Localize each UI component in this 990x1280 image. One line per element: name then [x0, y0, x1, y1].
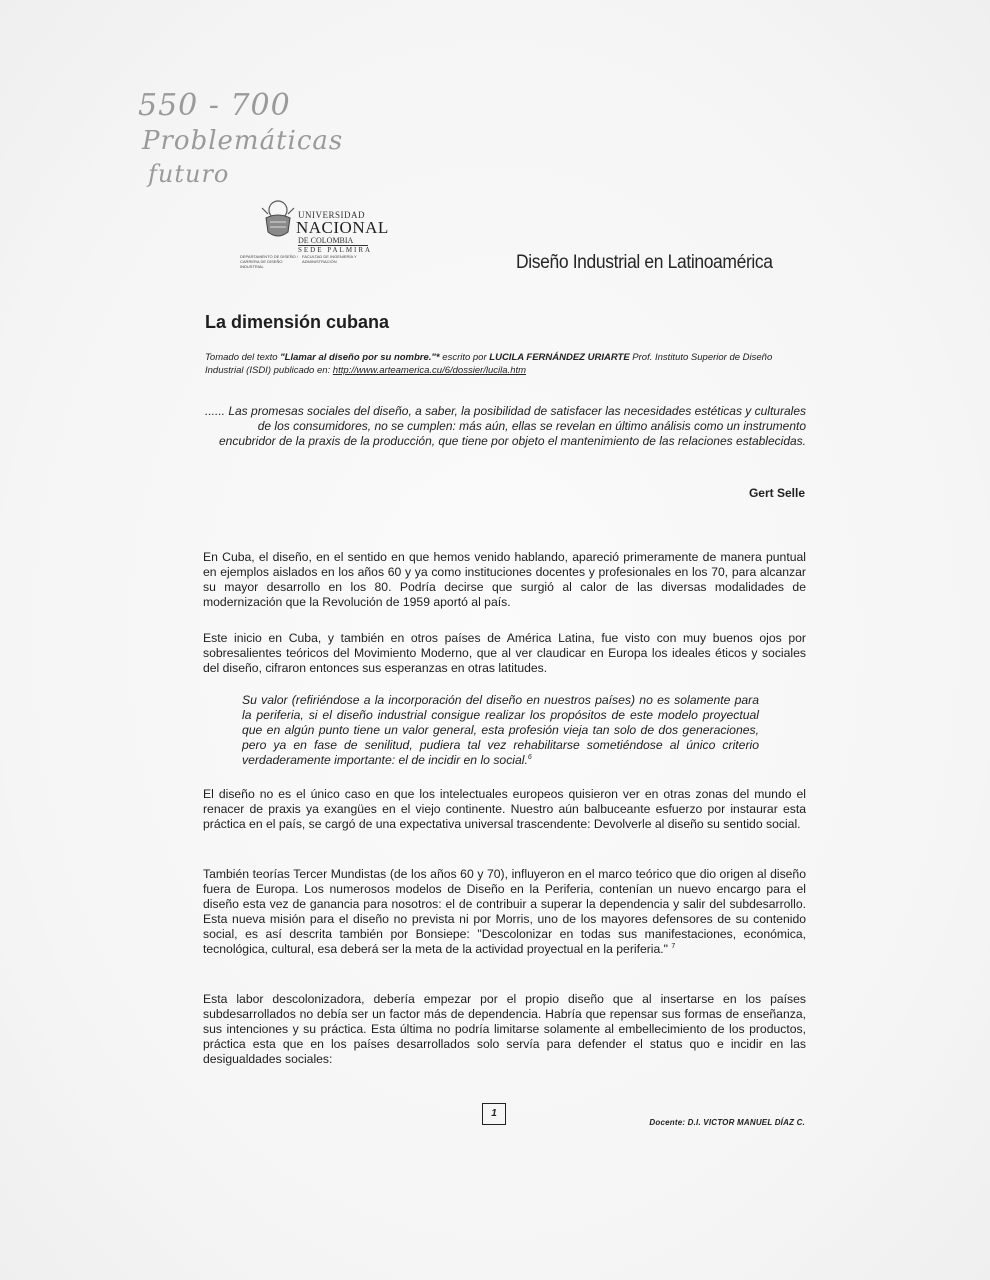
source-work-title: "Llamar al diseño por su nombre."*	[280, 352, 440, 363]
handwritten-note-line: futuro	[148, 160, 230, 188]
source-author: LUCILA FERNÁNDEZ URIARTE	[489, 352, 630, 363]
source-rest: Prof. Instituto Superior de Diseño Industrial (ISDI) publicado en:	[205, 352, 773, 376]
page-number: 1	[482, 1103, 506, 1125]
block-quote-text: Su valor (refiriéndose a la incorporación del diseño en nuestros países) no es solamente para la periferia, si el diseño industrial consigue realizar los propósitos de este modelo proyectual que en algún punto tiene un valor general, esta profesión vieja tan solo de dos generaciones, pero ya en fase de senilitud, pudiera tal vez rehabilitarse sometiéndose al único criterio verdaderamente importante: el de incidir en lo social.	[242, 693, 759, 767]
footnote-marker: 7	[671, 942, 676, 950]
body-paragraph: En Cuba, el diseño, en el sentido en que hemos venido hablando, apareció primeramente de manera puntual en ejemplos aislados en los años 60 y ya como instituciones docentes y profesionales en los 70, para alcanzar su mayor desarrollo en los 80. Podría decirse que surgió al calor de las diversas modalidades de modernización que la Revolución de 1959 aportó al país.	[203, 550, 806, 609]
body-paragraph-text: También teorías Tercer Mundistas (de los años 60 y 70), influyeron en el marco teórico que dio origen al diseño fuera de Europa. Los numerosos modelos de Diseño en la Periferia, contenían un nuevo encargo para el diseño esta vez de ganancia para nosotros: el de contribuir a superar la dependencia y salir del subdesarrollo. Esta nueva misión para el diseño no prevista ni por Morris, uno de los mayores defensores de su contenido social, es así descrita también por Bonsiepe: "Descolonizar en todas sus manifestaciones, económica, tecnológica, cultural, esa deberá ser la meta de la actividad proyectual en la periferia."	[203, 867, 806, 956]
source-link[interactable]: http://www.arteamerica.cu/6/dossier/lucila.htm	[332, 365, 527, 376]
source-mid: escrito por	[439, 352, 490, 363]
university-logo	[240, 198, 400, 269]
footer-teacher-credit: Docente: D.I. VICTOR MANUEL DÍAZ C.	[649, 1118, 805, 1127]
document-title: La dimensión cubana	[205, 312, 390, 332]
logo-faculty-text: FACULTAD DE INGENIERÍA Y ADMINISTRACIÓN	[302, 254, 357, 264]
source-prefix: Tomado del texto	[205, 352, 281, 363]
handwritten-note-line: Problemáticas	[142, 126, 344, 156]
logo-colombia-text: DE COLOMBIA	[298, 236, 368, 246]
epigraph-quote: ...... Las promesas sociales del diseño, a saber, la posibilidad de satisfacer las necesidades estéticas y culturales de los consumidores, no se cumplen: más aún, ellas se revelan en último análisis como un instrumento encubridor de la praxis de la producción, que tiene por objeto el mantenimiento de las relaciones establecidas.	[205, 404, 806, 448]
block-quote	[242, 693, 759, 768]
footnote-marker: 6	[527, 753, 532, 761]
handwritten-note-line: 550 - 700	[138, 88, 291, 123]
body-paragraph: Esta labor descolonizadora, debería empezar por el propio diseño que al insertarse en los países subdesarrollados no debía ser un factor más de dependencia. Habría que repensar sus formas de enseñanza, sus intenciones y su práctica. Esta última no podría limitarse solamente al embellecimiento de los productos, práctica esta que en los países desarrollados solo servía para defender el status quo e incidir en las desigualdades sociales:	[203, 992, 806, 1066]
body-paragraph	[203, 867, 806, 957]
header-title: Diseño Industrial en Latinoamérica	[516, 252, 773, 273]
body-paragraph: Este inicio en Cuba, y también en otros países de América Latina, fue visto con muy buenos ojos por sobresalientes teóricos del Movimiento Moderno, que al ver claudicar en Europa los ideales éticos y sociales del diseño, cifraron entonces sus esperanzas en otras latitudes.	[203, 631, 806, 675]
body-paragraph: El diseño no es el único caso en que los intelectuales europeos quisieron ver en otras zonas del mundo el renacer de praxis ya exangües en el viejo continente. Nuestro aún balbuceante esfuerzo por instaurar esta práctica en el país, se cargó de una expectativa universal trascendente: Devolverle al diseño su sentido social.	[203, 787, 806, 831]
logo-universidad-text: UNIVERSIDAD	[298, 210, 365, 220]
source-citation	[205, 351, 805, 377]
logo-sede-text: SEDE PALMIRA	[298, 246, 373, 254]
logo-department-text: DEPARTAMENTO DE DISEÑO / CARRERA DE DISEÑO INDUSTRIAL	[240, 254, 298, 269]
epigraph-author: Gert Selle	[748, 486, 805, 500]
coat-of-arms-icon	[260, 198, 296, 242]
logo-nacional-text: NACIONAL	[296, 218, 389, 237]
